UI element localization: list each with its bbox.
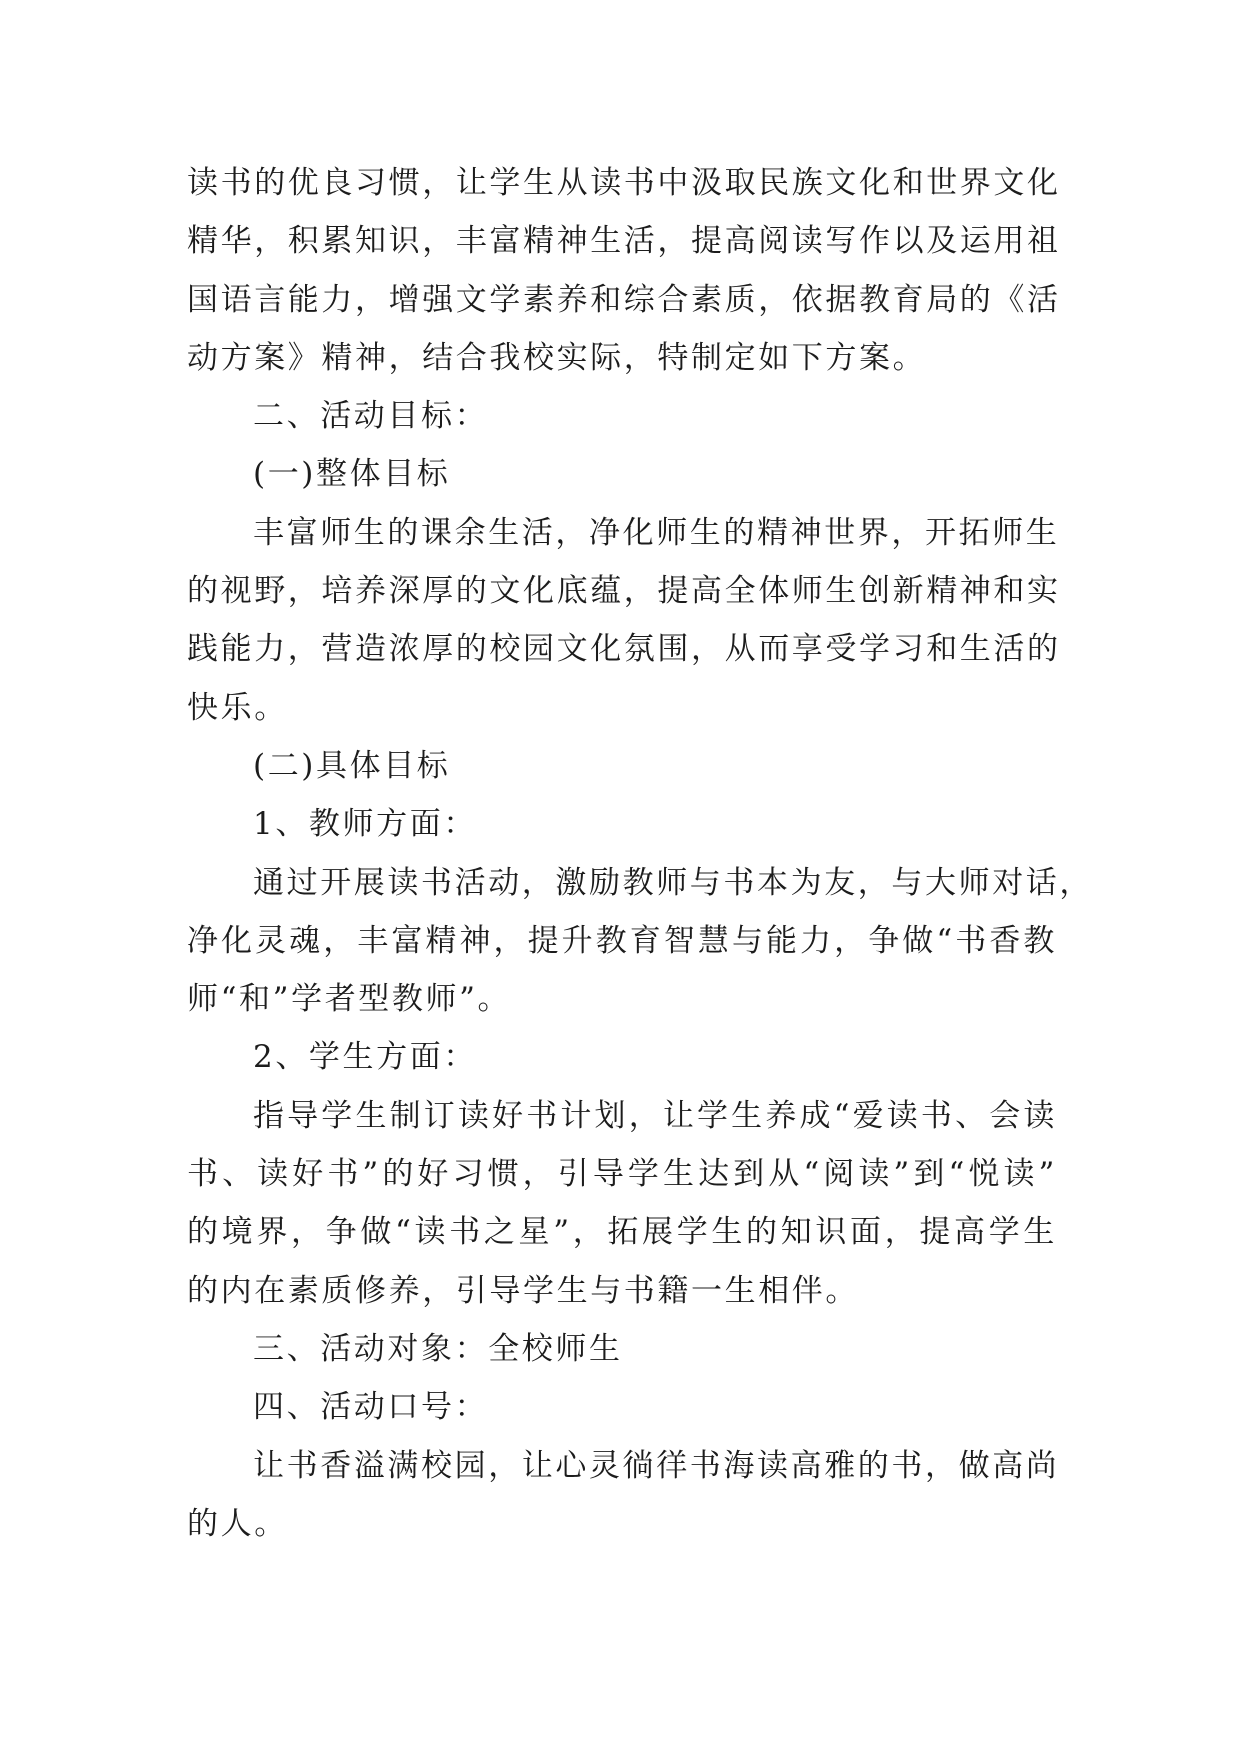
body-line: 指导学生制订读好书计划，让学生养成“爱读书、会读	[253, 1097, 1057, 1134]
body-line: 读书的优良习惯，让学生从读书中汲取民族文化和世界文化	[187, 165, 1061, 201]
body-line: 师“和”学者型教师”。	[187, 981, 512, 1018]
body-line: 的内在素质修养，引导学生与书籍一生相伴。	[187, 1272, 859, 1309]
body-line: 精华，积累知识，丰富精神生活，提高阅读写作以及运用祖	[187, 223, 1061, 260]
subsection-heading-overall: (一)整体目标	[253, 456, 451, 493]
body-line: 丰富师生的课余生活，净化师生的精神世界，开拓师生	[253, 514, 1060, 551]
body-line: 让书香溢满校园，让心灵徜徉书海读高雅的书，做高尚	[253, 1447, 1060, 1484]
item-heading-students: 2、学生方面：	[253, 1039, 477, 1076]
subsection-heading-specific: (二)具体目标	[253, 747, 451, 784]
document-body	[187, 154, 1093, 1553]
section-heading-slogan: 四、活动口号：	[253, 1389, 489, 1426]
body-line: 践能力，营造浓厚的校园文化氛围，从而享受学习和生活的	[187, 631, 1061, 668]
section-heading-audience: 三、活动对象：全校师生	[253, 1330, 623, 1367]
section-heading-objectives: 二、活动目标：	[253, 398, 489, 435]
body-line: 快乐。	[187, 689, 288, 726]
body-line: 的视野，培养深厚的文化底蕴，提高全体师生创新精神和实	[187, 573, 1061, 610]
body-line: 书、读好书”的好习惯，引导学生达到从“阅读”到“悦读”	[187, 1156, 1057, 1193]
body-line: 国语言能力，增强文学素养和综合素质，依据教育局的《活	[187, 281, 1061, 318]
body-line: 的人。	[187, 1505, 288, 1542]
body-line: 通过开展读书活动，激励教师与书本为友，与大师对话，	[253, 864, 1093, 901]
body-line: 的境界，争做“读书之星”，拓展学生的知识面，提高学生	[187, 1214, 1057, 1251]
item-heading-teachers: 1、教师方面：	[253, 806, 477, 843]
body-line: 动方案》精神，结合我校实际，特制定如下方案。	[187, 339, 927, 376]
body-line: 净化灵魂，丰富精神，提升教育智慧与能力，争做“书香教	[187, 922, 1057, 959]
